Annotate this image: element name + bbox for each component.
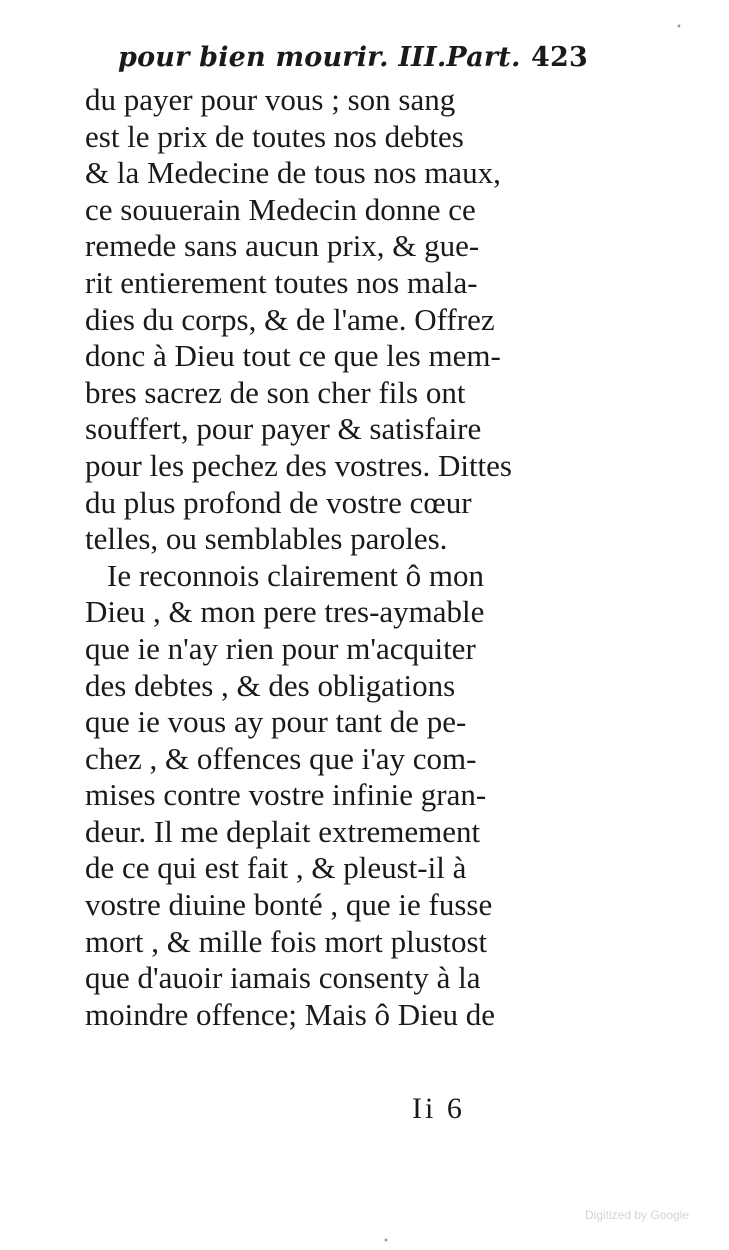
text-line: est le prix de toutes nos debtes [85, 118, 464, 154]
watermark: Digitized by Google [585, 1208, 690, 1222]
text-line: mises contre vostre infinie gran- [85, 777, 487, 813]
text-line: ce souuerain Medecin donne ce [85, 191, 476, 227]
text-line: du payer pour vous ; son sang [85, 82, 456, 117]
edge-dot: • [676, 22, 682, 33]
page-number: 423 [531, 42, 588, 73]
text-line: telles, ou semblables paroles. [85, 521, 448, 557]
text-line: bres sacrez de son cher fils ont [85, 374, 466, 410]
text-line: & la Medecine de tous nos maux, [85, 155, 501, 191]
text-line: que ie n'ay rien pour m'acquiter [85, 630, 476, 666]
edge-dot: • [383, 1236, 389, 1247]
text-line: donc à Dieu tout ce que les mem- [85, 338, 501, 374]
signature-mark: Ii 6 [412, 1092, 465, 1125]
text-line: de ce qui est fait , & pleust-il à [85, 850, 467, 886]
body-text [85, 82, 605, 1033]
text-line: que ie vous ay pour tant de pe- [85, 704, 467, 740]
running-title: pour bien mourir. III.Part. [118, 42, 521, 73]
text-line: souffert, pour payer & satisfaire [85, 411, 482, 447]
text-line: Ie reconnois clairement ô mon [107, 557, 485, 593]
text-line: remede sans aucun prix, & gue- [85, 228, 480, 264]
text-line: chez , & offences que i'ay com- [85, 740, 477, 776]
text-line: moindre offence; Mais ô Dieu de [85, 996, 496, 1032]
text-line: du plus profond de vostre cœur [85, 484, 472, 520]
text-line: Dieu , & mon pere tres-aymable [85, 594, 485, 630]
text-line: deur. Il me deplait extremement [85, 813, 481, 849]
text-line: pour les pechez des vostres. Dittes [85, 447, 512, 483]
text-line: des debtes , & des obligations [85, 667, 456, 703]
text-line: vostre diuine bonté , que ie fusse [85, 887, 493, 923]
text-line: que d'auoir iamais consenty à la [85, 960, 481, 996]
text-line: rit entierement toutes nos mala- [85, 264, 478, 300]
text-line: mort , & mille fois mort plustost [85, 923, 488, 959]
page-header [118, 42, 588, 82]
text-line: dies du corps, & de l'ame. Offrez [85, 301, 495, 337]
